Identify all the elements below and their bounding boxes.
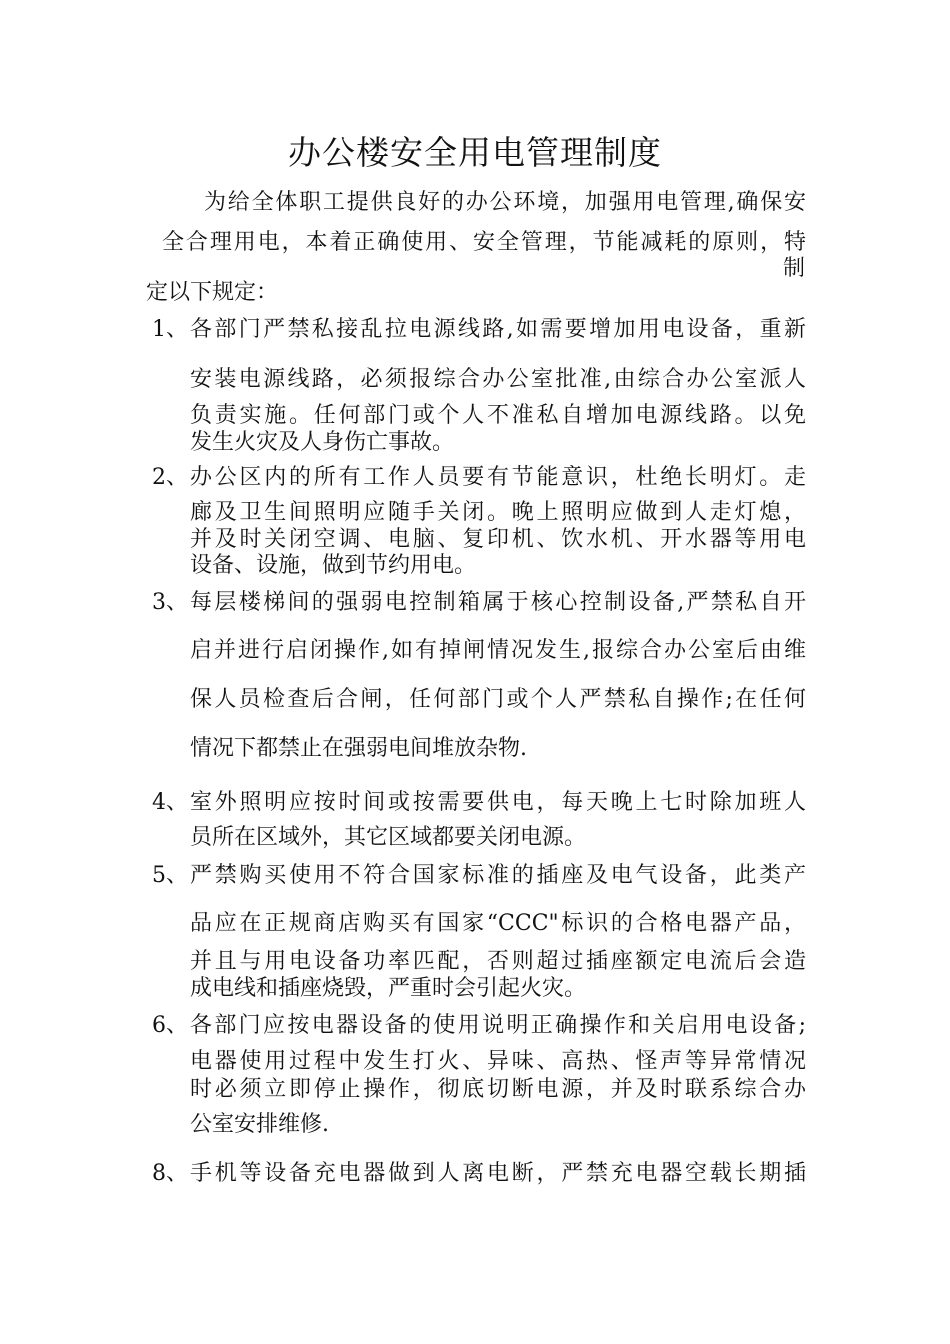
list-item-number: 3、 (152, 590, 188, 615)
list-item-line: 品应在正规商店购买有国家“CCC"标识的合格电器产品， (190, 911, 806, 936)
list-item-line: 安装电源线路，必须报综合办公室批准,由综合办公室派人 (190, 367, 806, 392)
list-item-line: 各部门应按电器设备的使用说明正确操作和关启用电设备; (190, 1013, 806, 1038)
list-item-number: 1、 (152, 317, 188, 342)
list-item-number: 4、 (152, 790, 188, 815)
list-item-line: 并及时关闭空调、电脑、复印机、饮水机、开水器等用电 (190, 527, 806, 552)
list-item-line: 各部门严禁私接乱拉电源线路,如需要增加用电设备，重新 (190, 317, 806, 342)
page-title: 办公楼安全用电管理制度 (288, 133, 662, 172)
list-item-line: 启并进行启闭操作,如有掉闸情况发生,报综合办公室后由维 (190, 638, 806, 663)
list-item-number: 5、 (152, 863, 188, 888)
list-item-line: 公室安排维修. (190, 1112, 329, 1137)
list-item-line: 每层楼梯间的强弱电控制箱属于核心控制设备,严禁私自开 (190, 590, 806, 615)
list-item-line: 廊及卫生间照明应随手关闭。晚上照明应做到人走灯熄， (190, 500, 806, 525)
intro-line-4: 定以下规定： (146, 280, 279, 305)
list-item-line: 办公区内的所有工作人员要有节能意识，杜绝长明灯。走 (190, 465, 806, 490)
list-item-number: 2、 (152, 465, 188, 490)
list-item-line: 员所在区域外，其它区域都要关闭电源。 (190, 825, 587, 850)
list-item-number: 6、 (152, 1013, 188, 1038)
intro-line-3-tail: 制 (783, 256, 806, 281)
intro-line-2: 全合理用电，本着正确使用、安全管理，节能减耗的原则，特 (162, 230, 806, 255)
list-item-line: 并且与用电设备功率匹配，否则超过插座额定电流后会造 (190, 949, 806, 974)
list-item-number: 8、 (152, 1161, 188, 1186)
list-item-line: 时必须立即停止操作，彻底切断电源，并及时联系综合办 (190, 1077, 806, 1102)
list-item-line: 设备、设施，做到节约用电。 (190, 553, 477, 578)
list-item-line: 负责实施。任何部门或个人不准私自增加电源线路。以免 (190, 403, 806, 428)
list-item-line: 手机等设备充电器做到人离电断，严禁充电器空载长期插 (190, 1161, 806, 1186)
list-item-line: 成电线和插座烧毁，严重时会引起火灾。 (190, 976, 587, 1001)
list-item-line: 情况下都禁止在强弱电间堆放杂物. (190, 736, 527, 761)
list-item-line: 严禁购买使用不符合国家标准的插座及电气设备，此类产 (190, 863, 806, 888)
list-item-line: 电器使用过程中发生打火、异味、高热、怪声等异常情况 (190, 1049, 806, 1074)
list-item-line: 室外照明应按时间或按需要供电，每天晚上七时除加班人 (190, 790, 806, 815)
list-item-line: 发生火灾及人身伤亡事故。 (190, 430, 455, 455)
intro-line-1: 为给全体职工提供良好的办公环境，加强用电管理,确保安 (204, 190, 806, 215)
list-item-line: 保人员检查后合闸，任何部门或个人严禁私自操作;在任何 (190, 687, 806, 712)
